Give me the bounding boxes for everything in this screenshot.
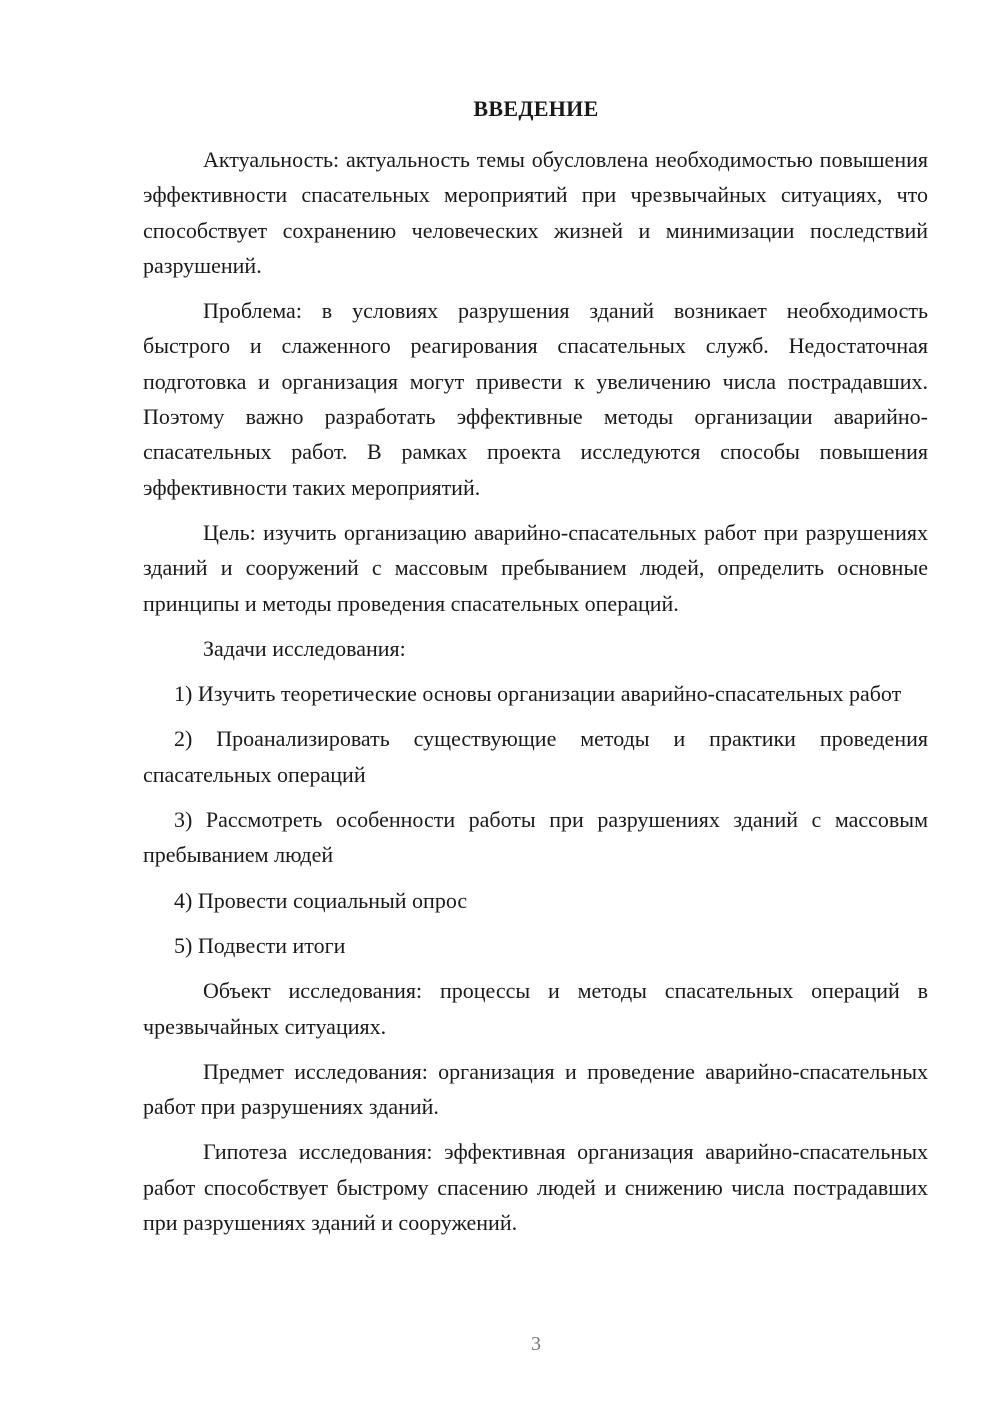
paragraph-subject: Предмет исследования: организация и проведение аварийно-спасательных работ при разрушениях зданий. [143,1058,928,1120]
task-item-5: 5) Подвести итоги [174,932,346,958]
task-item-1: 1) Изучить теоретические основы организации аварийно-спасательных работ [174,681,902,707]
document-body [143,142,928,1250]
page-title: ВВЕДЕНИЕ [473,96,599,121]
paragraph-object: Объект исследования: процессы и методы спасательных операций в чрезвычайных ситуациях. [143,978,928,1039]
task-item-4: 4) Провести социальный опрос [174,887,468,913]
paragraph-problem: Проблема: в условиях разрушения зданий возникает необходимость быстрого и слаженного реагирования спасательных служб. Недостаточная подготовка и организация могут привести к увеличению числа пострадавших. Поэтому важно разработать эффективные методы организации аварийно-спасательных работ. В рамках проекта исследуются способы повышения эффективности таких мероприятий. [143,298,928,500]
task-item-2: 2) Проанализировать существующие методы и практики проведения спасательных операций [143,726,928,787]
page-number: 3 [531,1333,541,1355]
paragraph-goal: Цель: изучить организацию аварийно-спасательных работ при разрушениях зданий и сооружений с массовым пребыванием людей, определить основные принципы и методы проведения спасательных операций. [143,519,928,616]
paragraph-relevance: Актуальность: актуальность темы обусловлена необходимостью повышения эффективности спасательных мероприятий при чрезвычайных ситуациях, что способствует сохранению человеческих жизней и минимизации последствий разрушений. [143,147,928,278]
task-item-3: 3) Рассмотреть особенности работы при разрушениях зданий с массовым пребыванием людей [143,807,928,868]
tasks-heading: Задачи исследования: [203,635,406,661]
paragraph-hypothesis: Гипотеза исследования: эффективная организация аварийно-спасательных работ способствует быстрому спасению людей и снижению числа пострадавших при разрушениях зданий и сооружений. [143,1139,928,1236]
